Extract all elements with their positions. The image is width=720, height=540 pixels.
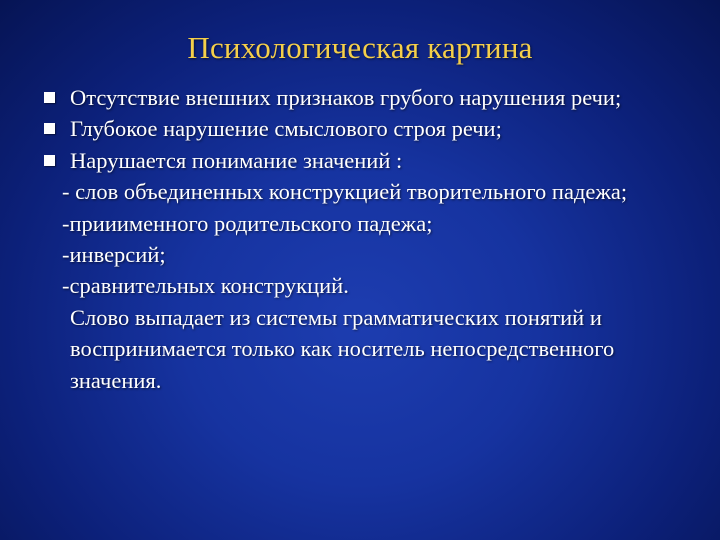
square-bullet-icon	[44, 92, 55, 103]
bullet-item	[42, 82, 702, 113]
bullet-item	[42, 145, 702, 176]
slide-title: Психологическая картина	[187, 30, 533, 65]
closing-paragraph: Слово выпадает из системы грамматических понятий и воспринимается только как носитель непосредственного значения.	[70, 304, 615, 393]
sub-item: - слов объединенных конструкцией творительного падежа;	[62, 179, 628, 205]
square-bullet-icon	[44, 155, 55, 166]
bullet-text: Отсутствие внешних признаков грубого нарушения речи;	[70, 85, 622, 110]
bullet-text: Глубокое нарушение смыслового строя речи;	[70, 116, 502, 142]
bullet-text: Нарушается понимание значений :	[70, 147, 403, 173]
bullet-item	[42, 113, 702, 144]
sub-item: -сравнительных конструкций.	[62, 273, 349, 299]
slide-content	[42, 82, 702, 396]
sub-item: -инверсий;	[62, 242, 166, 268]
sub-item: -прииименного родительского падежа;	[62, 210, 433, 236]
square-bullet-icon	[44, 123, 55, 134]
